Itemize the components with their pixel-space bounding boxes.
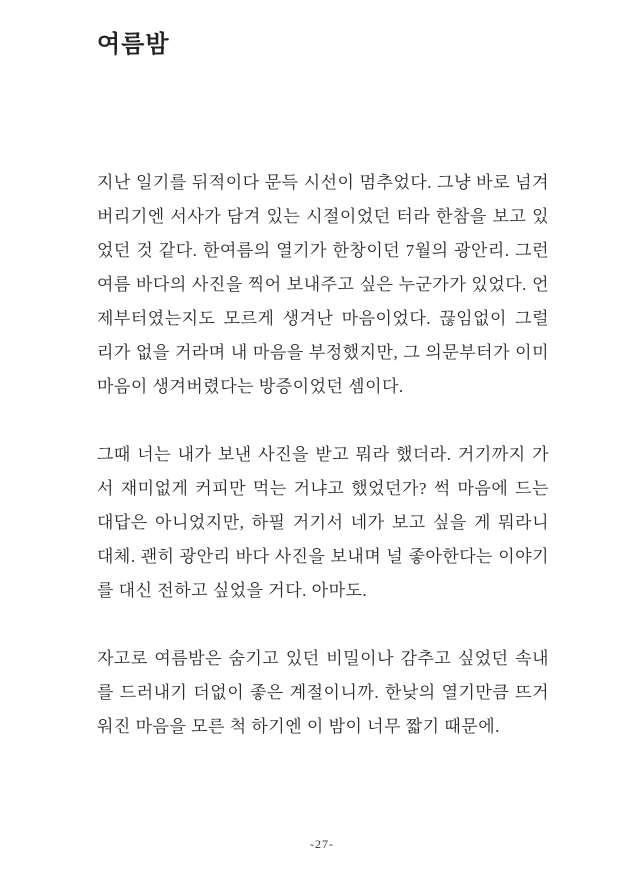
page-number: -27-: [310, 837, 334, 851]
page-title: 여름밤: [97, 32, 170, 58]
paragraph: 자고로 여름밤은 숨기고 있던 비밀이나 감추고 싶었던 속내를 드러내기 더없이 좋은 계절이니까. 한낮의 열기만큼 뜨거워진 마음을 모른 척 하기엔 이 밤이 너무 짧기 때문에.: [97, 649, 549, 736]
paragraph: 지난 일기를 뒤적이다 문득 시선이 멈추었다. 그냥 바로 넘겨 버리기엔 서사가 담겨 있는 시절이었던 터라 한참을 보고 있었던 것 같다. 한여름의 열기가 한창이던 7월의 광안리. 그런 여름 바다의 사진을 찍어 보내주고 싶은 누군가가 있었다. 언제부터였는지도 모르게 생겨난 마음이었다. 끊임없이 그럴 리가 없을 거라며 내 마음을 부정했지만, 그 의문부터가 이미 마음이 생겨버렸다는 방증이었던 셈이다.: [97, 173, 549, 396]
paragraph: 그때 너는 내가 보낸 사진을 받고 뭐라 했더라. 거기까지 가서 재미없게 커피만 먹는 거냐고 했었던가? 썩 마음에 드는 대답은 아니었지만, 하필 거기서 네가 보고 싶을 게 뭐라니 대체. 괜히 광안리 바다 사진을 보내며 널 좋아한다는 이야기를 대신 전하고 싶었을 거다. 아마도.: [97, 445, 549, 600]
essay-body: [97, 166, 549, 778]
